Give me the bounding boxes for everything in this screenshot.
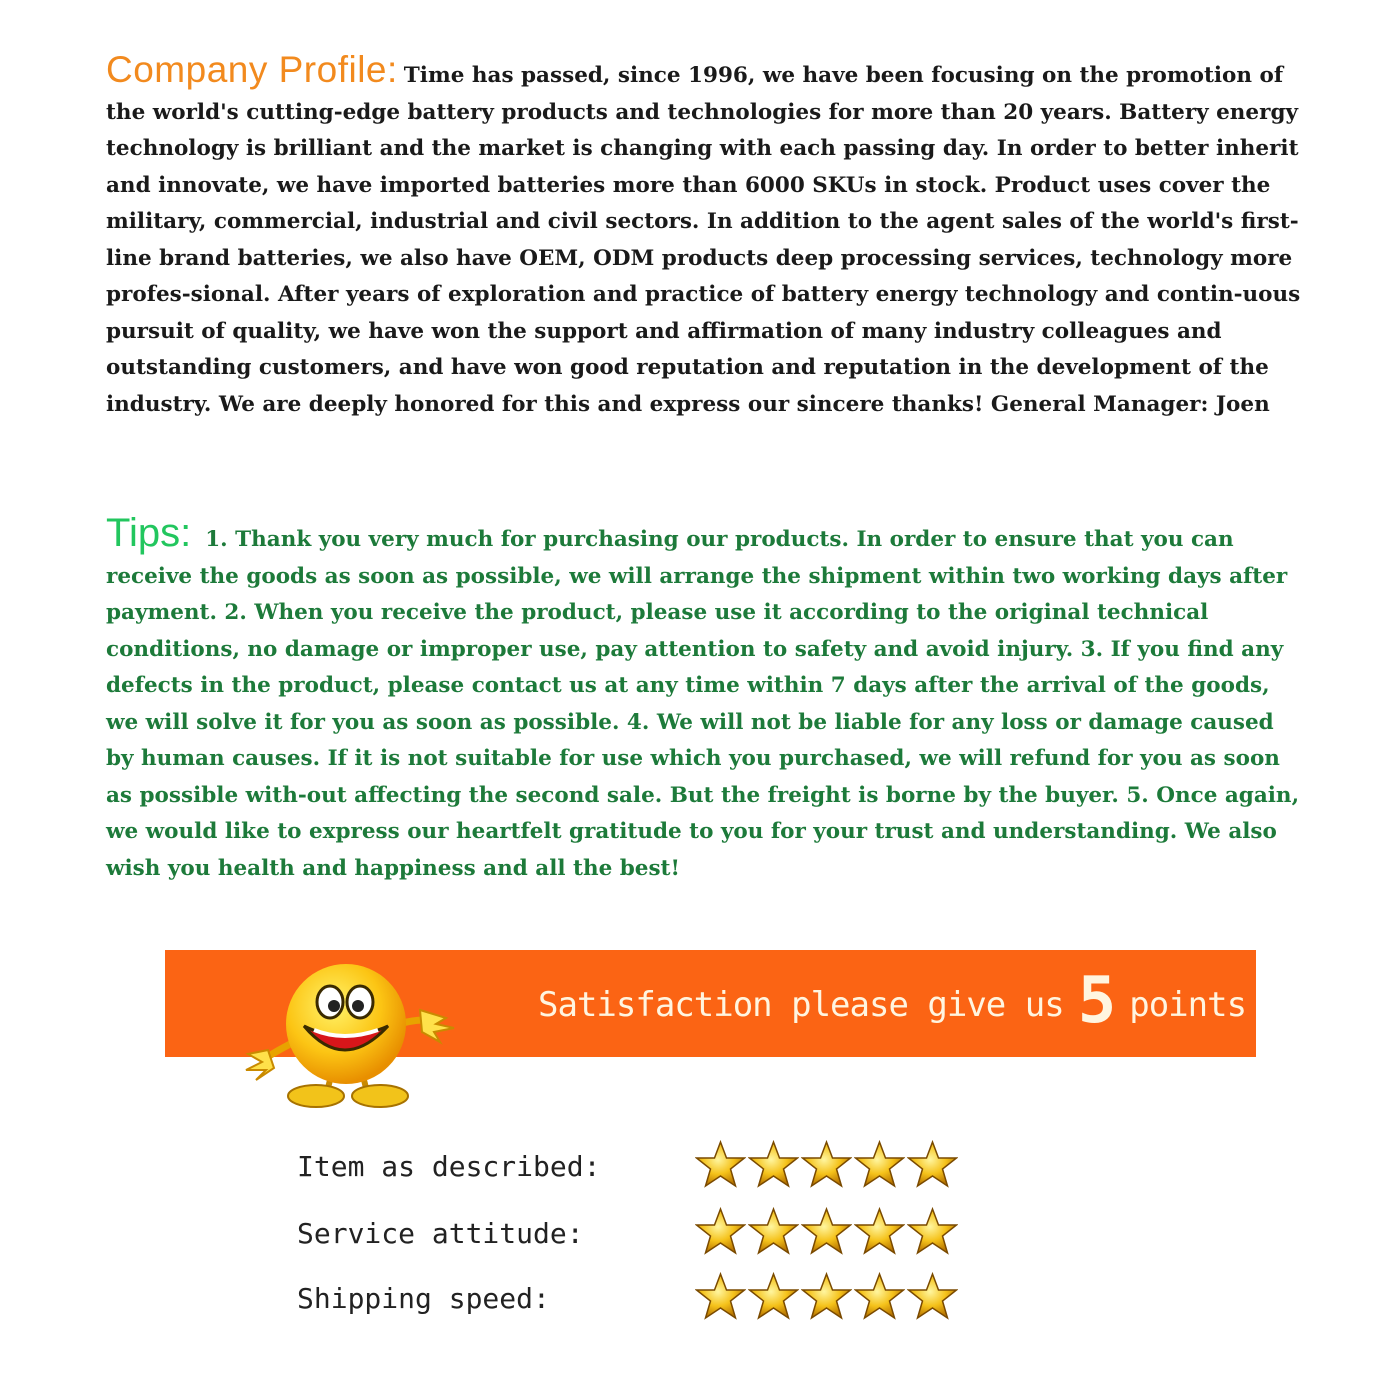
banner-text-after: points [1129,985,1247,1025]
star-icon [748,1272,799,1320]
star-icon [907,1140,958,1188]
rating-stars [695,1272,958,1320]
banner-text-before: Satisfaction please give us [538,985,1064,1025]
rating-label: Shipping speed: [297,1282,550,1315]
star-icon [801,1140,852,1188]
star-icon [907,1272,958,1320]
star-icon [748,1140,799,1188]
banner-text [538,960,1246,1050]
star-icon [748,1207,799,1255]
rating-label: Item as described: [297,1150,601,1183]
company-profile-heading: Company Profile: [106,49,398,90]
star-icon [801,1272,852,1320]
star-icon [695,1140,746,1188]
rating-row [297,1140,997,1192]
star-icon [854,1140,905,1188]
rating-stars [695,1140,958,1188]
company-profile-body: Time has passed, since 1996, we have been focusing on the promotion of the world's cutting-edge battery products and technologies for more than 20 years. Battery energy technology is brilliant and the market is changing with each passing day. In order to better inherit and innovate, we have imported batteries more than 6000 SKUs in stock. Product uses cover the military, commercial, industrial and civil sectors. In addition to the agent sales of the world's first-line brand batteries, we also have OEM, ODM products deep processing services, technology more profes-sional. After years of exploration and practice of battery energy technology and contin-uous pursuit of quality, we have won the support and affirmation of many industry colleagues and outstanding customers, and have won good reputation and reputation in the development of the industry. We are deeply honored for this and express our sincere thanks! General Manager: Joen [106,63,1301,417]
star-icon [907,1207,958,1255]
star-icon [695,1207,746,1255]
star-icon [695,1272,746,1320]
tips-heading: Tips: [106,511,192,555]
tips-body: 1. Thank you very much for purchasing our products. In order to ensure that you can receive the goods as soon as possible, we will arrange the shipment within two working days after payment. 2. When you receive the product, please use it according to the original technical conditions, no damage or improper use, pay attention to safety and avoid injury. 3. If you find any defects in the product, please contact us at any time within 7 days after the arrival of the goods, we will solve it for you as soon as possible. 4. We will not be liable for any loss or damage caused by human causes. If it is not suitable for use which you purchased, we will refund for you as soon as possible with-out affecting the second sale. But the freight is borne by the buyer. 5. Once again, we would like to express our heartfelt gratitude to you for your trust and understanding. We also wish you health and happiness and all the best! [106,527,1300,881]
star-icon [801,1207,852,1255]
banner-number: 5 [1077,964,1116,1038]
rating-row [297,1207,997,1259]
star-icon [854,1207,905,1255]
star-icon [854,1272,905,1320]
rating-label: Service attitude: [297,1217,584,1250]
smiley-mascot-icon [240,962,460,1112]
company-profile [106,49,1306,423]
tips-section [106,511,1306,887]
rating-stars [695,1207,958,1255]
rating-row [297,1272,997,1324]
